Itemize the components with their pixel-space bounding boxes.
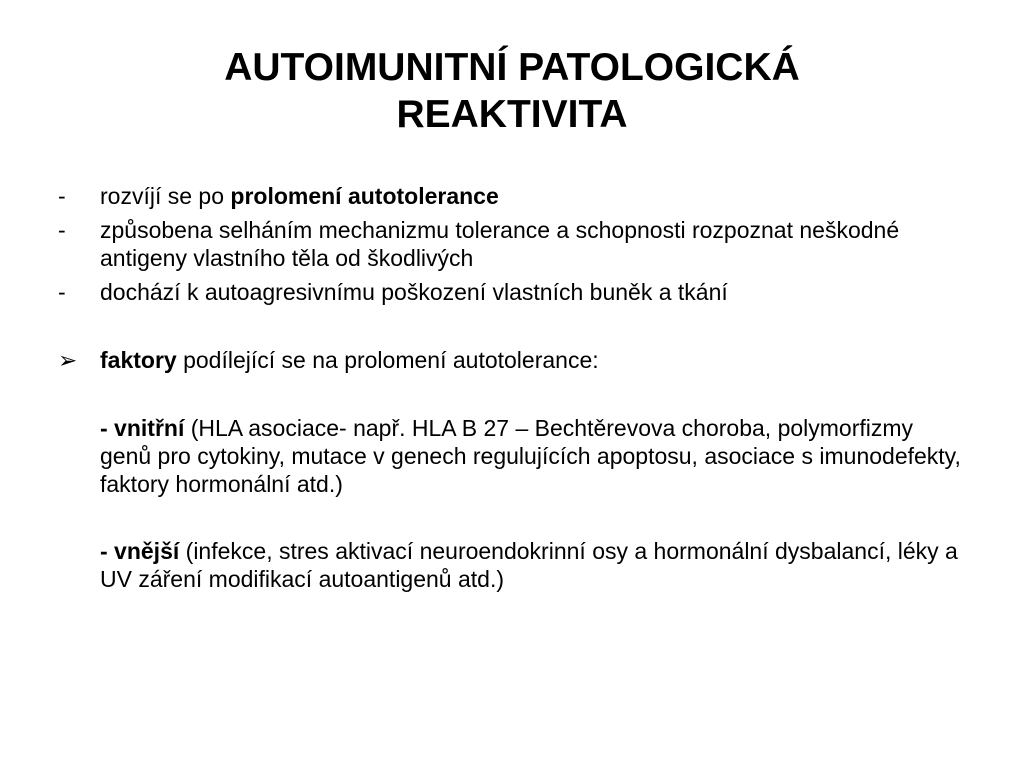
factor-external-text: (infekce, stres aktivací neuroendokrinní osy a hormonální dysbalancí, léky a UV záření modifikací autoantigenů atd.) [100, 538, 958, 592]
slide-title-line-1: AUTOIMUNITNÍ PATOLOGICKÁ [224, 46, 800, 89]
factors-heading-rest: podílející se na prolomení autotolerance: [176, 347, 599, 373]
factors-heading-bold: faktory [100, 347, 177, 373]
slide-title [80, 44, 944, 138]
bullet-text-prefix: rozvíjí se po [100, 183, 231, 209]
factor-internal-label: - vnitřní [100, 415, 185, 441]
slide-title-line-2: REAKTIVITA [396, 93, 628, 136]
bullet-text-bold: prolomení autotolerance [230, 183, 499, 209]
factor-internal-text: (HLA asociace- např. HLA B 27 – Bechtěrevova choroba, polymorfizmy genů pro cytokiny, mutace v genech regulujících apoptosu, asociace s imunodefekty, faktory hormonální atd.) [100, 415, 961, 497]
factor-external [100, 537, 970, 593]
bullet-text: dochází k autoagresivnímu poškození vlastních buněk a tkání [100, 279, 728, 305]
dash-marker: - [58, 217, 66, 243]
bullet-text [100, 182, 980, 210]
factor-internal [100, 414, 970, 498]
factor-external-label: - vnější [100, 538, 180, 564]
arrow-bullet-icon: ➢ [58, 347, 78, 373]
dash-marker: - [58, 279, 66, 305]
factors-heading-text [100, 346, 980, 374]
bullet-text: způsobena selháním mechanizmu tolerance a schopnosti rozpoznat neškodné antigeny vlastního těla od škodlivých [100, 217, 900, 271]
dash-marker: - [58, 183, 66, 209]
